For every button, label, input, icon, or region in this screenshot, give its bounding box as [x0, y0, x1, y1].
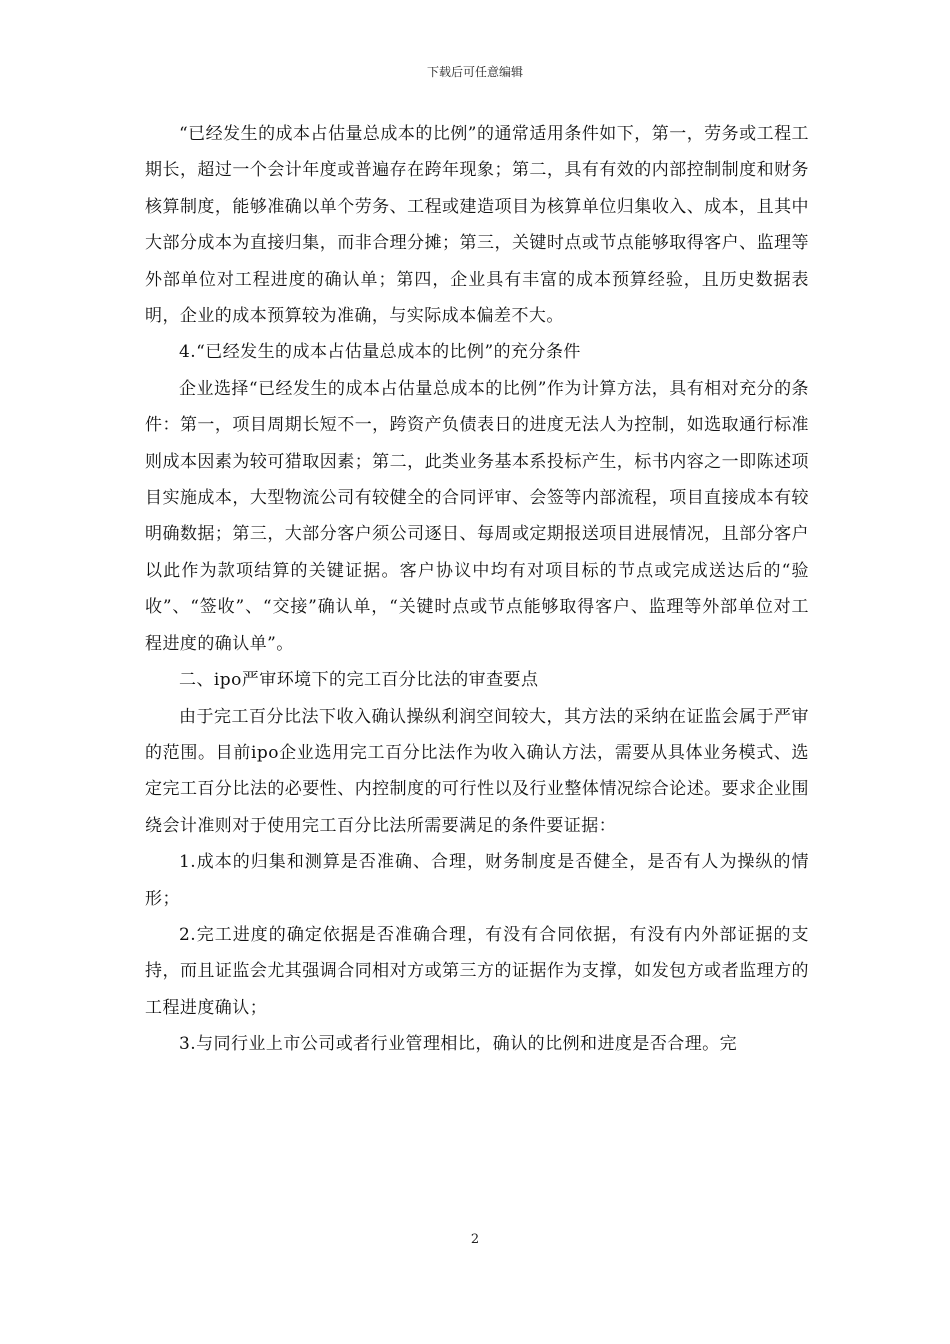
paragraph-applicable-conditions: “已经发生的成本占估量总成本的比例”的通常适用条件如下，第一，劳务或工程工期长，超过一个会计年度或普遍存在跨年现象；第二，具有有效的内部控制制度和财务核算制度，能够准确以单个劳务、工程或建造项目为核算单位归集收入、成本，且其中大部分成本为直接归集，而非合理分摊；第三，关键时点或节点能够取得客户、监理等外部单位对工程进度的确认单；第四，企业具有丰富的成本预算经验，且历史数据表明，企业的成本预算较为准确，与实际成本偏差不大。 [145, 124, 809, 327]
paragraph-sufficient-conditions: 企业选择“已经发生的成本占估量总成本的比例”作为计算方法，具有相对充分的条件：第一，项目周期长短不一，跨资产负债表日的进度无法人为控制，如选取通行标准则成本因素为较可猎取因素；第二，此类业务基本系投标产生，标书内容之一即陈述项目实施成本，大型物流公司有较健全的合同评审、会签等内部流程，项目直接成本有较明确数据；第三，大部分客户须公司逐日、每周或定期报送项目进展情况，且部分客户以此作为款项结算的关键证据。客户协议中均有对项目标的节点或完成送达后的“验收”、“签收”、“交接”确认单，“关键时点或节点能够取得客户、监理等外部单位对工程进度的确认单”。 [145, 378, 809, 654]
paragraph-review-intro: 由于完工百分比法下收入确认操纵利润空间较大，其方法的采纳在证监会属于严审的范围。目前ipo企业选用完工百分比法作为收入确认方法，需要从具体业务模式、选定完工百分比法的必要性、内控制度的可行性以及行业整体情况综合论述。要求企业围绕会计准则对于使用完工百分比法所需要满足的条件要证据： [145, 706, 809, 836]
list-item-2: 2.完工进度的确定依据是否准确合理，有没有合同依据，有没有内外部证据的支持，而且证监会尤其强调合同相对方或第三方的证据作为支撑，如发包方或者监理方的工程进度确认； [145, 924, 809, 1018]
list-item-1: 1.成本的归集和测算是否准确、合理，财务制度是否健全，是否有人为操纵的情形； [145, 852, 809, 909]
heading-review-points: 二、ipo严审环境下的完工百分比法的审查要点 [179, 670, 539, 691]
page-header: 下载后可任意编辑 [426, 65, 523, 79]
document-body [145, 116, 809, 1063]
list-item-3: 3.与同行业上市公司或者行业管理相比，确认的比例和进度是否合理。完 [179, 1034, 738, 1055]
page-number: 2 [470, 1232, 480, 1247]
heading-sufficient-conditions: 4.“已经发生的成本占估量总成本的比例”的充分条件 [179, 342, 581, 363]
